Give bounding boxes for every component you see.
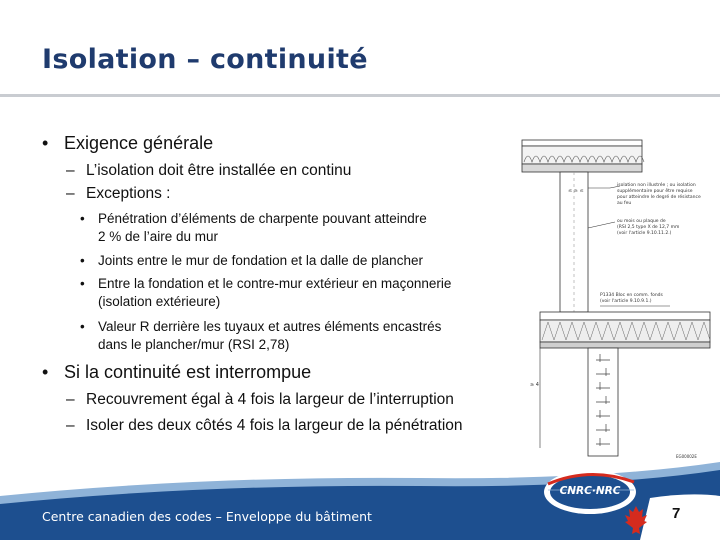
svg-text:ou mois ou plaque de: ou mois ou plaque de bbox=[617, 219, 666, 224]
svg-text:isolation non illustrée ; ou i: isolation non illustrée ; ou isolation bbox=[617, 183, 696, 188]
dash: – bbox=[66, 417, 75, 434]
footer-band bbox=[0, 462, 720, 540]
svg-text:EG00002E: EG00002E bbox=[676, 454, 697, 459]
bullet-dot: • bbox=[80, 319, 85, 334]
exception-item-3-line2: (isolation extérieure) bbox=[98, 294, 221, 309]
svg-text:supplémentaire pour être requi: supplémentaire pour être requise bbox=[617, 189, 693, 194]
svg-text:pour atteindre le degré de rés: pour atteindre le degré de résistance bbox=[617, 195, 701, 200]
page-number: 7 bbox=[672, 505, 681, 522]
svg-text:≥ 4: ≥ 4 bbox=[530, 382, 539, 388]
slide-title: Isolation – continuité bbox=[42, 44, 368, 75]
exception-item-3-line1: Entre la fondation et le contre-mur extérieur en maçonnerie bbox=[98, 276, 452, 291]
insulation-section-drawing bbox=[500, 128, 715, 468]
bullet-dot: • bbox=[80, 253, 85, 268]
bullet-continuite-interrompue: Si la continuité est interrompue bbox=[64, 362, 312, 382]
bullet-dot: • bbox=[80, 211, 85, 226]
sub-bullet-continu: L’isolation doit être installée en continu bbox=[86, 162, 352, 179]
bullet-dot: • bbox=[42, 133, 49, 153]
svg-text:≤ ≥ ≤: ≤ ≥ ≤ bbox=[568, 188, 584, 194]
bullet-exigence-generale: Exigence générale bbox=[64, 133, 214, 153]
bullet-dot: • bbox=[80, 276, 85, 291]
svg-text:(voir l'article 9.10.11.2.): (voir l'article 9.10.11.2.) bbox=[617, 231, 672, 236]
exception-item-4-line1: Valeur R derrière les tuyaux et autres éléments encastrés bbox=[98, 319, 442, 334]
sub-bullet-exceptions: Exceptions : bbox=[86, 185, 171, 202]
svg-text:(voir l'article 9.10.9.1.): (voir l'article 9.10.9.1.) bbox=[600, 299, 652, 304]
title-divider bbox=[0, 94, 720, 97]
bullet-dot: • bbox=[42, 362, 49, 382]
cnrc-nrc-logo-text: CNRC·NRC bbox=[559, 485, 621, 497]
dash: – bbox=[66, 162, 75, 179]
svg-text:(RSI 2,5 type X de 12,7 mm: (RSI 2,5 type X de 12,7 mm bbox=[617, 225, 680, 230]
svg-text:au feu: au feu bbox=[617, 201, 632, 206]
sub-bullet-isoler: Isoler des deux côtés 4 fois la largeur de la pénétration bbox=[86, 417, 463, 434]
dash: – bbox=[66, 185, 75, 202]
sub-bullet-recouvrement: Recouvrement égal à 4 fois la largeur de l’interruption bbox=[86, 391, 454, 408]
exception-item-1-line2: 2 % de l’aire du mur bbox=[98, 229, 219, 244]
svg-text:P1334 Bloc en comm. fonds: P1334 Bloc en comm. fonds bbox=[600, 293, 663, 298]
footer-caption: Centre canadien des codes – Enveloppe du bâtiment bbox=[42, 509, 372, 524]
exception-item-2-line1: Joints entre le mur de fondation et la dalle de plancher bbox=[98, 253, 423, 268]
exception-item-1-line1: Pénétration d’éléments de charpente pouvant atteindre bbox=[98, 211, 427, 226]
dash: – bbox=[66, 391, 75, 408]
exception-item-4-line2: dans le plancher/mur (RSI 2,78) bbox=[98, 337, 290, 352]
